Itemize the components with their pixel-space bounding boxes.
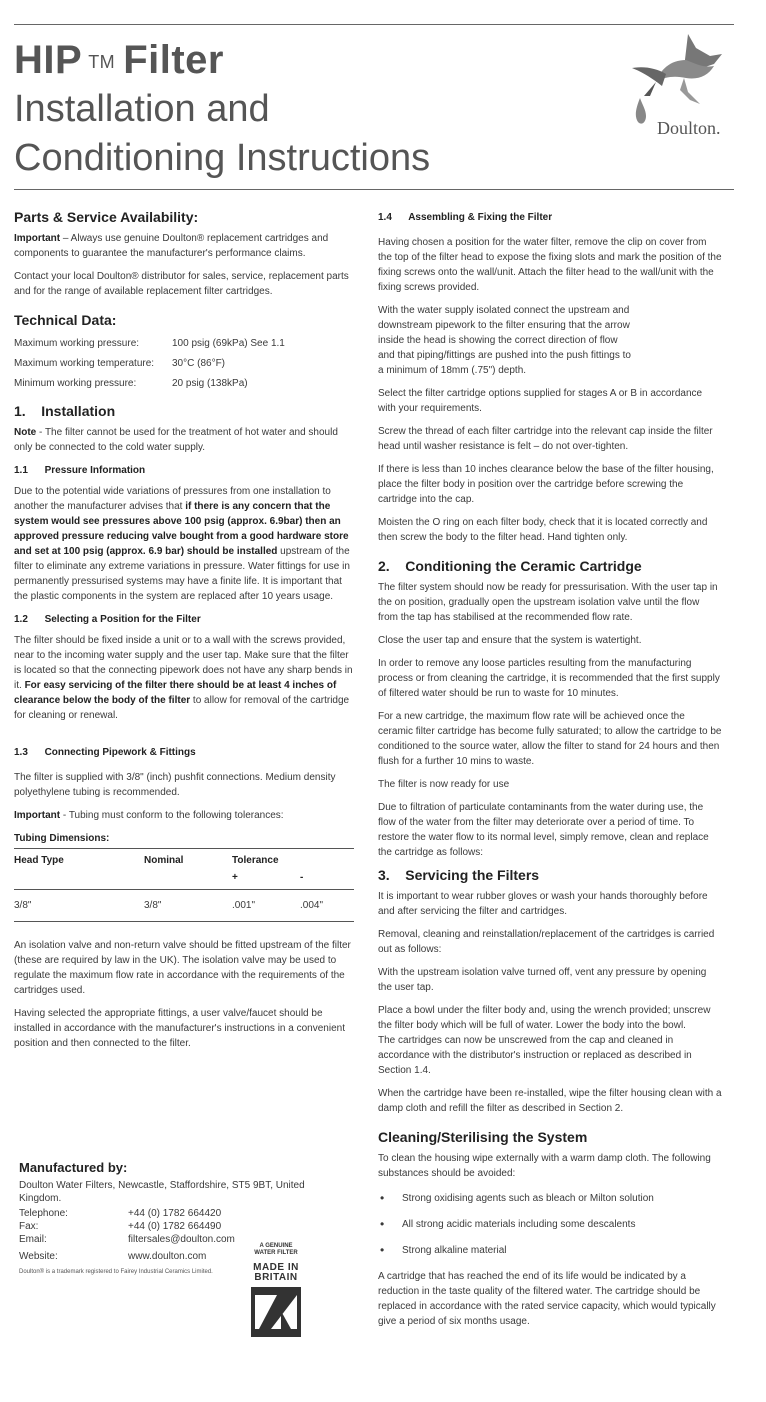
title-tm: TM — [88, 52, 116, 72]
installation-note — [14, 425, 354, 455]
tech-label: Minimum working pressure: — [14, 378, 137, 389]
doc-title — [14, 40, 224, 80]
tubing-data-row — [14, 890, 354, 922]
position-text-a: The filter should be fixed inside a unit or to a wall with the screws provided, near to the incoming water supply and the user tap. Make sure that the filter is located so that the connecting pipework does not have any sharp bends in it. — [14, 635, 353, 691]
list-item: • Strong oxidising agents such as bleach or Milton solution — [378, 1191, 722, 1206]
contact-row — [19, 1220, 235, 1233]
servicing-paragraph-1: It is important to wear rubber gloves or wash your hands thoroughly before and after servicing the filter and cartridges. — [378, 891, 708, 917]
servicing-paragraph-5: When the cartridge have been re-installed, wipe the filter housing clean with a damp cloth and refill the filter as described in Section 2. — [378, 1088, 722, 1114]
manufacturer-heading: Manufactured by: — [19, 1160, 128, 1175]
left-column — [14, 210, 354, 1059]
cleaning-paragraph-2: A cartridge that has reached the end of its life would be indicated by a reduction in the taste quality of the filtered water. The cartridge should be replaced in accordance with the rated service capacity, which would typically give a period of six months usage. — [378, 1271, 716, 1327]
assembling-paragraph-2: With the water supply isolated connect the upstream and downstream pipework to the filter ensuring that the arrow inside the head is showing the correct direction of flow and that piping/fittings are pushed into the push fittings to a minimum of 18mm (.75") depth. — [378, 305, 631, 376]
title-hip: HIP — [14, 38, 83, 82]
header-rule — [14, 189, 734, 190]
pipework-p2-text: - Tubing must conform to the following tolerances: — [60, 810, 284, 821]
cell-minus: .004" — [300, 900, 324, 911]
contact-label: Telephone: — [19, 1208, 68, 1219]
installation-heading: 1. Installation — [14, 403, 116, 419]
position-text-bold: For easy servicing of the filter there should be at least 4 inches of clearance below the body of the filter — [14, 680, 337, 706]
tubing-heading: Tubing Dimensions: — [14, 833, 110, 844]
fax-value: +44 (0) 1782 664490 — [128, 1221, 222, 1232]
telephone-value: +44 (0) 1782 664420 — [128, 1208, 222, 1219]
list-item: • All strong acidic materials including some descalents — [378, 1217, 722, 1232]
top-rule — [14, 24, 734, 25]
tech-value: 20 psig (138kPa) — [172, 378, 248, 389]
avoid-list — [378, 1191, 722, 1258]
section-1-2-heading: 1.2 Selecting a Position for the Filter — [14, 614, 201, 625]
col-head-type: Head Type — [14, 855, 64, 866]
pipework-paragraph-1: The filter is supplied with 3/8" (inch) pushfit connections. Medium density polyethylene tubing is recommended. — [14, 772, 336, 798]
servicing-p4-a: Place a bowl under the filter body and, using the wrench provided; unscrew the filter body which will be full of water. Lower the body into the bowl. — [378, 1005, 711, 1031]
col-minus: - — [300, 872, 304, 883]
tech-row — [14, 354, 285, 374]
pipework-paragraph-3: An isolation valve and non-return valve should be fitted upstream of the filter (these are required by law in the UK). The isolation valve may be used to regulate the maximum flow rate in accordance with the requirements of the cartridges used. — [14, 940, 351, 996]
servicing-paragraph-4 — [378, 1003, 722, 1078]
conditioning-heading: 2. Conditioning the Ceramic Cartridge — [378, 558, 642, 574]
pressure-text-b: upstream of the filter to eliminate any extreme variations in pressure. Water fittings for use in permanently pressurised systems may have a finite life. It is important that the plastic components in the system are replaced after 10 years usage. — [14, 546, 350, 602]
tech-value: 30°C (86°F) — [172, 358, 226, 369]
servicing-paragraph-3: With the upstream isolation valve turned off, vent any pressure by opening the user tap. — [378, 967, 707, 993]
conditioning-paragraph-5: The filter is now ready for use — [378, 779, 510, 790]
assembling-paragraph-1: Having chosen a position for the water filter, remove the clip on cover from the top of the filter head to expose the fixing slots and mark the position of the fixing screws onto the wall/unit. Attach the filter head to the wall/unit with the fixing screws provided. — [378, 237, 722, 293]
conditioning-paragraph-4: For a new cartridge, the maximum flow rate will be achieved once the ceramic filter cartridge has become fully saturated; to allow the cartridge to be conditioned to the source water, allow the filter to stand for 24 hours and then flush for a further 10 mins to waste. — [378, 711, 722, 767]
contact-row — [19, 1246, 235, 1263]
note-label: Note — [14, 427, 37, 438]
badge-made2: BRITAIN — [254, 1272, 298, 1283]
tech-value: 100 psig (69kPa) See 1.1 — [172, 338, 285, 349]
tech-row — [14, 334, 285, 354]
servicing-p4-b: The cartridges can now be unscrewed from the cap and cleaned in accordance with the distributor's instruction or replaced as described in Section 1.4. — [378, 1035, 692, 1076]
col-tolerance: Tolerance — [232, 855, 279, 866]
website-link[interactable]: www.doulton.com — [128, 1251, 207, 1262]
pressure-paragraph — [14, 484, 354, 604]
assembling-paragraph-3: Select the filter cartridge options supplied for stages A or B in accordance with your requirements. — [378, 388, 703, 414]
tech-heading: Technical Data: — [14, 312, 117, 328]
tech-table — [14, 334, 285, 394]
pressure-text-a: Due to the potential wide variations of pressures from one installation to another the manufacturer advises that — [14, 486, 331, 512]
tech-label: Maximum working temperature: — [14, 358, 155, 369]
parts-p1-text: – Always use genuine Doulton® replacement cartridges and components to guarantee the manufacturer's performance claims. — [14, 233, 329, 259]
position-text-b: to allow for removal of the cartridge for cleaning or renewal. — [14, 695, 350, 721]
section-1-4-heading: 1.4 Assembling & Fixing the Filter — [378, 212, 553, 223]
important-label-2: Important — [14, 810, 61, 821]
email-link[interactable]: filtersales@doulton.com — [128, 1234, 235, 1245]
cell-head-type: 3/8" — [14, 900, 32, 911]
cleaning-paragraph-1: To clean the housing wipe externally with a warm damp cloth. The following substances should be avoided: — [378, 1153, 711, 1179]
tubing-header-row — [14, 849, 354, 871]
parts-heading: Parts & Service Availability: — [14, 209, 199, 225]
important-label: Important — [14, 233, 61, 244]
parts-paragraph-1 — [14, 231, 354, 261]
right-column — [378, 210, 722, 1337]
parts-paragraph-2: Contact your local Doulton® distributor for sales, service, replacement parts and for the range of available replacement filter cartridges. — [14, 271, 349, 297]
badge-made1: MADE IN — [253, 1262, 299, 1273]
pipework-paragraph-2 — [14, 808, 354, 823]
conditioning-paragraph-2: Close the user tap and ensure that the system is watertight. — [378, 635, 642, 646]
section-1-3-heading: 1.3 Connecting Pipework & Fittings — [14, 747, 196, 758]
section-1-1-heading: 1.1 Pressure Information — [14, 465, 146, 476]
contact-table — [19, 1207, 235, 1263]
title-filter: Filter — [123, 38, 224, 82]
badge-line2: WATER FILTER — [254, 1250, 298, 1256]
cell-nominal: 3/8" — [144, 900, 162, 911]
contact-label: Website: — [19, 1251, 58, 1262]
cleaning-heading: Cleaning/Sterilising the System — [378, 1129, 588, 1145]
subtitle-line2: Conditioning Instructions — [14, 137, 431, 179]
contact-row — [19, 1207, 235, 1220]
col-plus: + — [232, 872, 238, 883]
contact-label: Email: — [19, 1234, 47, 1245]
tech-row — [14, 374, 285, 394]
badge-line1: A GENUINE — [259, 1243, 293, 1249]
tubing-table — [14, 848, 354, 922]
assembling-paragraph-4: Screw the thread of each filter cartridge into the relevant cap inside the filter head until washer resistance is felt – do not over-tighten. — [378, 426, 713, 452]
col-nominal: Nominal — [144, 855, 184, 866]
tubing-subheader-row — [14, 870, 354, 890]
cell-plus: .001" — [232, 900, 256, 911]
servicing-paragraph-2: Removal, cleaning and reinstallation/replacement of the cartridges is carried out as follows: — [378, 929, 715, 955]
assembling-paragraph-5: If there is less than 10 inches clearance below the base of the filter housing, place the filter body in position over the cartridge before screwing the cartridge into the cap. — [378, 464, 714, 505]
doulton-logo-text: Doulton. — [657, 118, 721, 138]
subtitle-line1: Installation and — [14, 88, 270, 130]
position-paragraph — [14, 633, 354, 723]
contact-label: Fax: — [19, 1221, 39, 1232]
servicing-heading: 3. Servicing the Filters — [378, 867, 540, 883]
tech-label: Maximum working pressure: — [14, 338, 140, 349]
conditioning-paragraph-6: Due to filtration of particulate contaminants from the water during use, the flow of the water from the filter may deteriorate over a period of time. To restore the water flow to its normal level, simply remove, clean and replace the cartridge as follows: — [378, 802, 709, 858]
list-item: • Strong alkaline material — [378, 1243, 722, 1258]
trademark-note: Doulton® is a trademark registered to Fairey Industrial Ceramics Limited. — [19, 1269, 213, 1275]
note-text: - The filter cannot be used for the treatment of hot water and should only be connected to the cold water supply. — [14, 427, 338, 453]
manufacturer-address: Doulton Water Filters, Newcastle, Staffordshire, ST5 9BT, United Kingdom. — [19, 1180, 305, 1204]
assembling-paragraph-6: Moisten the O ring on each filter body, check that it is located correctly and then screw the body to the filter head. Hand tighten only. — [378, 517, 708, 543]
made-in-britain-icon — [251, 1287, 301, 1337]
contact-row — [19, 1233, 235, 1246]
made-in-britain-badge — [250, 1243, 302, 1337]
pipework-paragraph-4: Having selected the appropriate fittings, a user valve/faucet should be installed in accordance with the manufacturer's instructions in a convenient position and then connected to the filter. — [14, 1008, 345, 1049]
conditioning-paragraph-3: In order to remove any loose particles resulting from the manufacturing process or from cleaning the cartridge, it is recommended that the first supply of filtered water should be run to waste for 10 minutes. — [378, 658, 720, 699]
pressure-text-bold: if there is any concern that the system would see pressures above 100 psig (approx. 6.9bar) then an approved pressure reducing valve bought from a good hardware store and set at 100 psig (approx. 6.9 bar) should be installed — [14, 501, 349, 557]
conditioning-paragraph-1: The filter system should now be ready for pressurisation. With the user tap in the on position, gradually open the upstream isolation valve until the flow from the tap has stabilised at the recommended flow rate. — [378, 582, 718, 623]
